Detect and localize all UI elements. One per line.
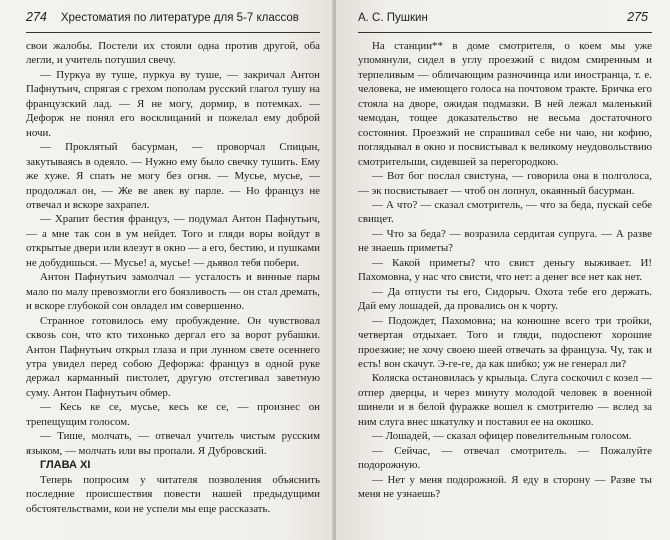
right-page-header (358, 10, 652, 33)
paragraph: — Пуркуа ву туше, пуркуа ву туше, — закричал Антон Пафнутьич, спрягая с грехом пополам русский глагол тушу на французский лад. — Я не могу, дормир, в потемках. — Дефорж не понял его восклицаний и пожелал ему доброй ночи. (26, 68, 320, 139)
paragraph: Антон Пафнутьич замолчал — усталость и винные пары мало по малу превозмогли его боязливость — он стал дремать, и вскоре глубокой сон овладел им совершенно. (26, 271, 320, 313)
paragraph: — Кесь ке се, мусье, кесь ке се, — произнес он трепещущим голосом. (26, 401, 320, 428)
paragraph: — Сейчас, — отвечал смотритель. — Пожалуйте подорожную. (358, 444, 652, 472)
paragraph: Теперь попросим у читателя позволения объяснить последние происшествия повести нашей предыдущими обстоятельствами, кои не успели мы еще рассказать. (26, 473, 320, 515)
right-page-number: 275 (627, 10, 648, 24)
paragraph: — Тише, молчать, — отвечал учитель чистым русским языком, — молчать или вы пропали. Я Дубровский. (26, 430, 320, 457)
left-page (0, 0, 334, 540)
paragraph: — Вот бог послал свистуна, — говорила она в полголоса, — эк посвистывает — чтоб он лопнул, окаянный басурман. (358, 170, 652, 197)
paragraph: — Какой приметы? что свист деньгу выживает. И! Пахомовна, у нас что свисти, что нет: а денег все нет как нет. (358, 256, 652, 284)
paragraph: Странное готовилось ему пробуждение. Он чувствовал сквозь сон, что кто тихонько дергал его за ворот рубашки. Антон Пафнутьич открыл глаза и при лунном свете осеннего утра увидел перед собою Дефоржа: француз в одной руке держал карманный пистолет, другую отстегивал заветную суму. Антон Пафнутьич обмер. (26, 314, 320, 399)
left-page-text (26, 39, 320, 516)
paragraph: — Лошадей, — сказал офицер повелительным голосом. (372, 430, 632, 443)
paragraph: — Что за беда? — возразила сердитая супруга. — А разве не знаешь приметы? (358, 227, 652, 255)
paragraph: — Храпит бестия француз, — подумал Антон Пафнутьич, — а мне так сон в ум нейдет. Того и гляди воры войдут в открытые двери или влезут в окно — а его, бестию, и пушками не добудишься. — Мусье! а, мусье! — дьявол тебя побери. (26, 213, 320, 269)
paragraph: — А что? — сказал смотритель, — что за беда, пускай себе свищет. (358, 198, 652, 226)
paragraph: — Проклятый басурман, — проворчал Спицын, закутываясь в одеяло. — Нужно ему было свечку тушить. Ему же хуже. Я спать не могу без огня. — Мусье, мусье, — продолжал он, — Же ве авек ву парле. — Но француз не отвечал и вскоре захрапел. (26, 141, 320, 211)
paragraph: На станции** в доме смотрителя, о коем мы уже упомянули, сидел в углу проезжий с видом смиренным и терпеливым — обличающим разночинца или иностранца, т. е. человека, не имеющего голоса на почтовом тракте. Бричка его стояла на дворе, ожидая подмазки. В ней лежал маленький чемодан, тощее доказательство не весьма достаточного состояния. Проезжий не спрашивал себе ни чаю, ни кофию, поглядывал в окно и посвистывал к великому неудовольствию смотрительши, сидевшей за перегородкою. (358, 40, 652, 168)
right-page (336, 0, 670, 540)
left-page-number: 274 (26, 10, 47, 24)
paragraph: — Подождет, Пахомовна; на конюшне всего три тройки, четвертая отдыхает. Того и гляди, подоспеют хорошие проезжие; не хочу своею шеей отвечать за француза. Чу, так и есть! вон скачут. Э-ге-ге, да как шибко; уж не генерал ли? (358, 314, 652, 370)
paragraph: — Да отпусти ты его, Сидорыч. Охота тебе его держать. Дай ему лошадей, да провались он к чорту. (358, 285, 652, 313)
paragraph: Коляска остановилась у крыльца. Слуга соскочил с козел — отпер дверцы, и через минуту молодой человек в военной шинели и в белой фуражке вошел к смотрителю — вслед за ним слуга внес шкатулку и поставил ее на окошко. (358, 372, 652, 428)
left-page-header (26, 10, 320, 33)
right-running-title: А. С. Пушкин (358, 12, 428, 24)
paragraph: — Нет у меня подорожной. Я еду в сторону — Разве ты меня не узнаешь? (358, 473, 652, 501)
left-running-title: Хрестоматия по литературе для 5-7 классов (60, 12, 299, 24)
paragraph: свои жалобы. Постели их стояли одна против другой, оба легли, и учитель потушил свечу. (26, 40, 320, 67)
right-page-text (358, 39, 652, 502)
chapter-heading: ГЛАВА XI (40, 459, 91, 472)
